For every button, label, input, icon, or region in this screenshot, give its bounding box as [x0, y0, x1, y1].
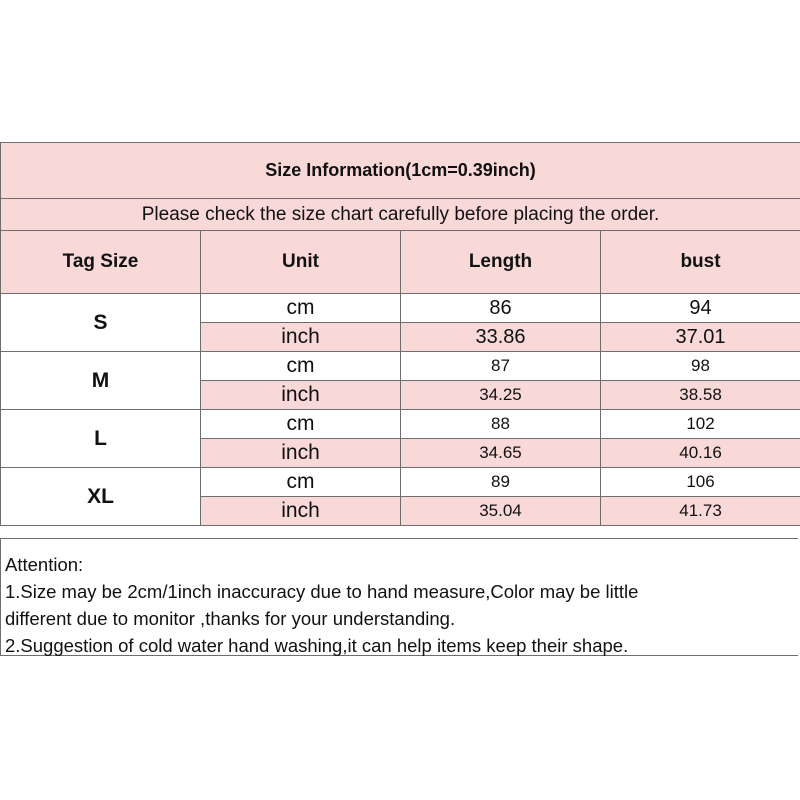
- length-cell: 89: [401, 468, 601, 497]
- table-row: [1, 352, 800, 381]
- attention-notes: [0, 538, 798, 656]
- bust-cell: 38.58: [601, 381, 800, 410]
- length-cell: 35.04: [401, 497, 601, 526]
- header-bust: bust: [601, 231, 800, 294]
- bust-cell: 41.73: [601, 497, 800, 526]
- header-tag-size: Tag Size: [1, 231, 201, 294]
- bust-cell: 106: [601, 468, 800, 497]
- length-cell: 34.65: [401, 439, 601, 468]
- unit-cell: inch: [201, 323, 401, 352]
- table-row: [1, 294, 800, 323]
- table-subtitle: Please check the size chart carefully before placing the order.: [1, 199, 800, 231]
- bust-cell: 102: [601, 410, 800, 439]
- unit-cell: inch: [201, 497, 401, 526]
- bust-cell: 94: [601, 294, 800, 323]
- bust-cell: 98: [601, 352, 800, 381]
- unit-cell: inch: [201, 381, 401, 410]
- unit-cell: cm: [201, 468, 401, 497]
- tag-size-cell: M: [1, 352, 201, 410]
- notes-line-2: different due to monitor ,thanks for your understanding.: [5, 608, 456, 629]
- tag-size-cell: XL: [1, 468, 201, 526]
- length-cell: 86: [401, 294, 601, 323]
- unit-cell: inch: [201, 439, 401, 468]
- bust-cell: 40.16: [601, 439, 800, 468]
- table-row: [1, 468, 800, 497]
- tag-size-cell: S: [1, 294, 201, 352]
- length-cell: 34.25: [401, 381, 601, 410]
- unit-cell: cm: [201, 410, 401, 439]
- bust-cell: 37.01: [601, 323, 800, 352]
- table-row: [1, 410, 800, 439]
- header-length: Length: [401, 231, 601, 294]
- size-table: [0, 142, 800, 526]
- notes-line-3: 2.Suggestion of cold water hand washing,it can help items keep their shape.: [5, 635, 629, 656]
- notes-line-1: 1.Size may be 2cm/1inch inaccuracy due to hand measure,Color may be little: [5, 581, 639, 602]
- unit-cell: cm: [201, 294, 401, 323]
- header-unit: Unit: [201, 231, 401, 294]
- length-cell: 33.86: [401, 323, 601, 352]
- table-title: Size Information(1cm=0.39inch): [1, 143, 800, 199]
- length-cell: 88: [401, 410, 601, 439]
- unit-cell: cm: [201, 352, 401, 381]
- notes-heading: Attention:: [5, 554, 84, 575]
- length-cell: 87: [401, 352, 601, 381]
- tag-size-cell: L: [1, 410, 201, 468]
